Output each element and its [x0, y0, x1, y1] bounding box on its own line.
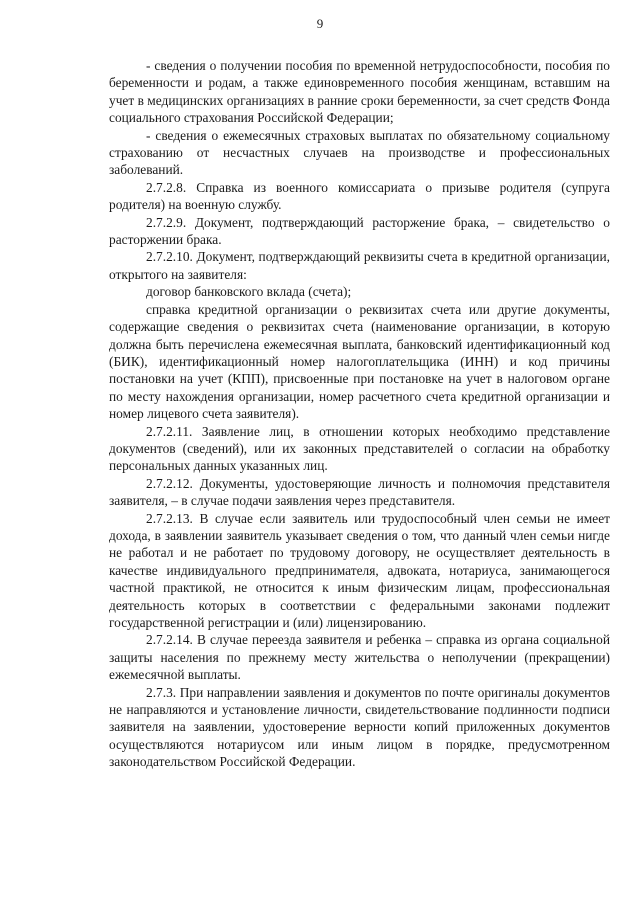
paragraph-bank-certificate: справка кредитной организации о реквизитах счета или другие документы, содержащие сведения о реквизитах счета (наименование организации, в которую должна быть перечислена ежемесячная выплата, банковский идентификационный код (БИК), идентификационный номер налогоплательщика (ИНН) и код причины постановки на учет (КПП), присвоенные при постановке на учет в налоговом органе по месту нахождения организации, номер расчетного счета кредитной организации и номер лицевого счета заявителя). — [109, 301, 610, 422]
paragraph-2-7-3: 2.7.3. При направлении заявления и документов по почте оригиналы документов не направляются и установление личности, свидетельствование подлинности подписи заявителя на заявлении, удостоверение верности копий приложенных документов осуществляются нотариусом или иным лицом в порядке, предусмотренном законодательством Российской Федерации. — [109, 684, 610, 770]
page-number: 9 — [316, 16, 324, 31]
paragraph-benefits-info: - сведения о получении пособия по временной нетрудоспособности, пособия по беременности и родам, а также единовременного пособия женщинам, вставшим на учет в медицинских организациях в ранние сроки беременности, за счет средств Фонда социального страхования Российской Федерации; — [109, 58, 610, 126]
paragraph-2-7-2-10: 2.7.2.10. Документ, подтверждающий реквизиты счета в кредитной организации, открытого на заявителя: — [109, 249, 610, 282]
paragraph-2-7-2-9: 2.7.2.9. Документ, подтверждающий расторжение брака, – свидетельство о расторжении брака. — [109, 214, 610, 248]
paragraph-insurance-payments: - сведения о ежемесячных страховых выплатах по обязательному социальному страхованию от несчастных случаев на производстве и профессиональных заболеваний. — [109, 127, 610, 178]
paragraph-2-7-2-12: 2.7.2.12. Документы, удостоверяющие личность и полномочия представителя заявителя, – в случае подачи заявления через представителя. — [109, 475, 610, 509]
paragraph-2-7-2-8: 2.7.2.8. Справка из военного комиссариата о призыве родителя (супруга родителя) на военную службу. — [109, 179, 610, 213]
paragraph-2-7-2-14: 2.7.2.14. В случае переезда заявителя и ребенка – справка из органа социальной защиты населения по прежнему месту жительства о неполучении (прекращении) ежемесячной выплаты. — [109, 632, 610, 683]
paragraph-2-7-2-13: 2.7.2.13. В случае если заявитель или трудоспособный член семьи не имеет дохода, в заявлении заявитель указывает сведения о том, что данный член семьи нигде не работал и не работает по трудовому договору, не осуществляет деятельность в качестве индивидуального предпринимателя, адвоката, нотариуса, занимающегося частной практикой, не относится к иным физическим лицам, профессиональная деятельность которых в соответствии с федеральными законами подлежит государственной регистрации и (или) лицензированию. — [109, 510, 610, 630]
document-body — [109, 57, 610, 771]
paragraph-2-7-2-11: 2.7.2.11. Заявление лиц, в отношении которых необходимо представление документов (сведений), или их законных представителей о согласии на обработку персональных данных указанных лиц. — [109, 423, 610, 474]
paragraph-bank-deposit-agreement: договор банковского вклада (счета); — [146, 284, 352, 300]
